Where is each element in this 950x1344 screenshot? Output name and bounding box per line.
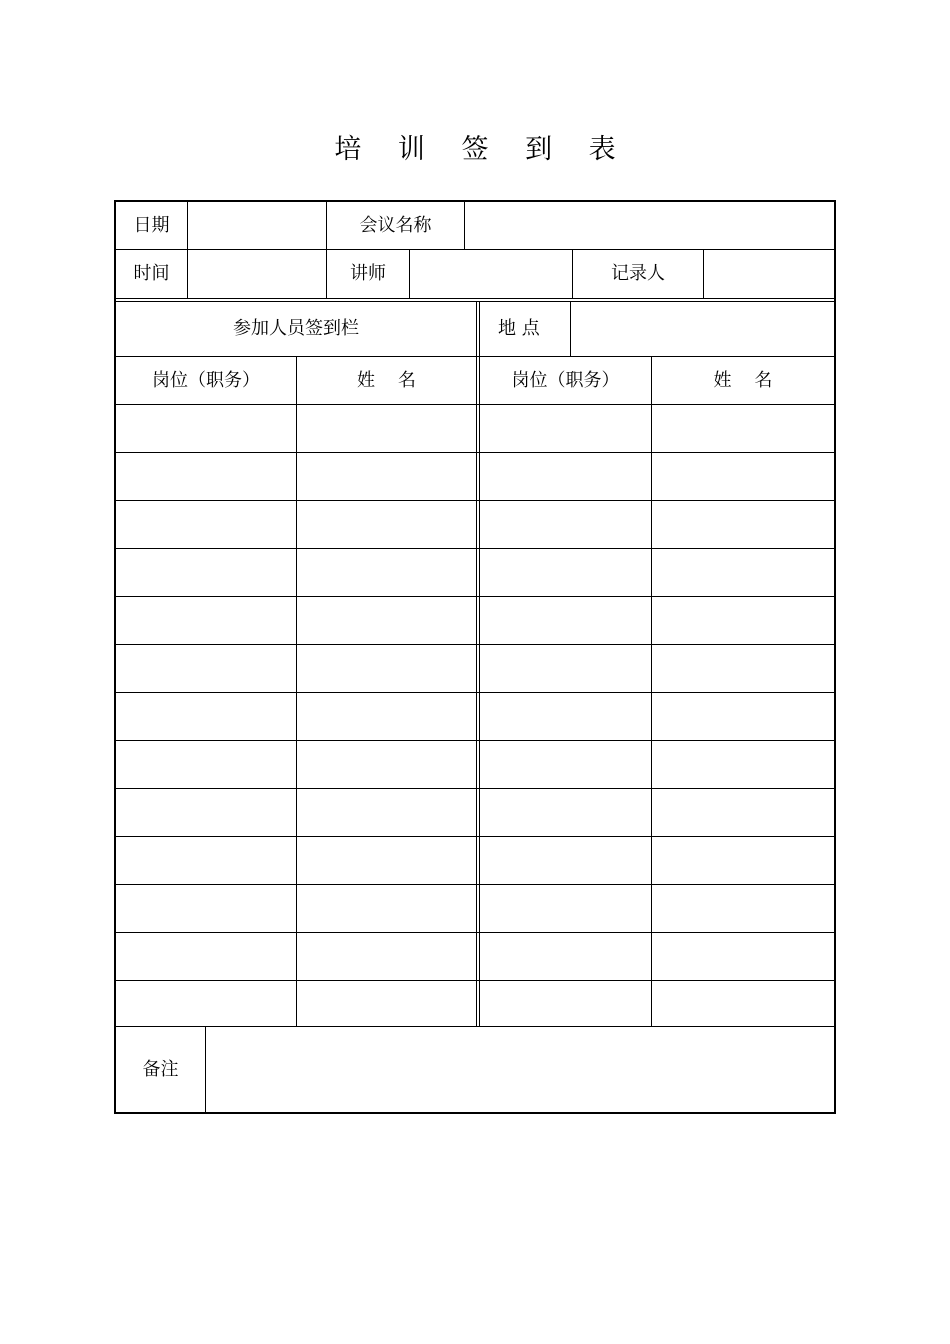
position-left-cell[interactable]: [116, 837, 296, 884]
position-left-cell[interactable]: [116, 549, 296, 596]
signin-row: [116, 453, 834, 501]
position-left-cell[interactable]: [116, 933, 296, 980]
recorder-field[interactable]: [704, 250, 834, 298]
name-left-cell[interactable]: [297, 981, 476, 1028]
column-header-name-right: 姓 名: [713, 369, 773, 391]
remarks-field[interactable]: [206, 1027, 834, 1112]
position-right-cell[interactable]: [480, 501, 651, 548]
signin-row: [116, 741, 834, 789]
name-right-cell[interactable]: [652, 741, 834, 788]
name-right-cell[interactable]: [652, 933, 834, 980]
divider: [703, 250, 704, 298]
signin-sheet-table: [114, 200, 836, 1114]
name-right-cell[interactable]: [652, 789, 834, 836]
name-right-cell[interactable]: [652, 597, 834, 644]
signin-row: [116, 645, 834, 693]
time-field[interactable]: [188, 250, 326, 298]
position-right-cell[interactable]: [480, 549, 651, 596]
position-left-cell[interactable]: [116, 789, 296, 836]
divider: [570, 302, 571, 356]
position-right-cell[interactable]: [480, 645, 651, 692]
position-right-cell[interactable]: [480, 741, 651, 788]
position-right-cell[interactable]: [480, 789, 651, 836]
name-right-cell[interactable]: [652, 453, 834, 500]
meeting-name-field[interactable]: [465, 202, 834, 249]
position-left-cell[interactable]: [116, 693, 296, 740]
position-right-cell[interactable]: [480, 837, 651, 884]
name-left-cell[interactable]: [297, 693, 476, 740]
signin-row: [116, 549, 834, 597]
name-left-cell[interactable]: [297, 885, 476, 932]
position-left-cell[interactable]: [116, 453, 296, 500]
name-left-cell[interactable]: [297, 453, 476, 500]
divider: [116, 298, 834, 299]
time-label: 时间: [133, 263, 170, 284]
signin-row: [116, 885, 834, 933]
name-left-cell[interactable]: [297, 501, 476, 548]
position-right-cell[interactable]: [480, 453, 651, 500]
divider: [572, 250, 573, 298]
column-header-name-left: 姓 名: [357, 369, 416, 391]
position-right-cell[interactable]: [480, 933, 651, 980]
name-right-cell[interactable]: [652, 405, 834, 452]
position-right-cell[interactable]: [480, 981, 651, 1028]
lecturer-label: 讲师: [350, 263, 386, 284]
position-right-cell[interactable]: [480, 693, 651, 740]
position-left-cell[interactable]: [116, 597, 296, 644]
recorder-label: 记录人: [611, 263, 665, 284]
name-right-cell[interactable]: [652, 693, 834, 740]
meeting-name-label: 会议名称: [359, 214, 432, 236]
name-right-cell[interactable]: [652, 885, 834, 932]
name-right-cell[interactable]: [652, 981, 834, 1028]
signin-section-label: 参加人员签到栏: [233, 318, 359, 339]
signin-row: [116, 597, 834, 645]
location-label: 地 点: [498, 318, 540, 339]
lecturer-field[interactable]: [410, 250, 572, 298]
location-field[interactable]: [571, 302, 834, 356]
name-left-cell[interactable]: [297, 597, 476, 644]
position-left-cell[interactable]: [116, 501, 296, 548]
position-right-cell[interactable]: [480, 885, 651, 932]
signin-row: [116, 933, 834, 981]
name-left-cell[interactable]: [297, 837, 476, 884]
name-right-cell[interactable]: [652, 645, 834, 692]
divider: [409, 250, 410, 298]
name-left-cell[interactable]: [297, 933, 476, 980]
position-left-cell[interactable]: [116, 405, 296, 452]
name-right-cell[interactable]: [652, 837, 834, 884]
name-right-cell[interactable]: [652, 501, 834, 548]
remarks-label: 备注: [142, 1058, 179, 1080]
position-left-cell[interactable]: [116, 981, 296, 1028]
position-right-cell[interactable]: [480, 405, 651, 452]
signin-row: [116, 837, 834, 885]
page-title: 培 训 签 到 表: [334, 134, 630, 165]
name-left-cell[interactable]: [297, 645, 476, 692]
name-right-cell[interactable]: [652, 549, 834, 596]
column-header-position-left: 岗位（职务）: [152, 369, 260, 391]
date-field[interactable]: [188, 202, 326, 249]
signin-row: [116, 789, 834, 837]
position-left-cell[interactable]: [116, 885, 296, 932]
position-right-cell[interactable]: [480, 597, 651, 644]
divider: [464, 202, 465, 249]
signin-row: [116, 501, 834, 549]
name-left-cell[interactable]: [297, 549, 476, 596]
position-left-cell[interactable]: [116, 645, 296, 692]
date-label: 日期: [133, 214, 170, 236]
signin-row: [116, 405, 834, 453]
name-left-cell[interactable]: [297, 405, 476, 452]
signin-row: [116, 693, 834, 741]
signin-row: [116, 981, 834, 1029]
name-left-cell[interactable]: [297, 789, 476, 836]
column-header-position-right: 岗位（职务）: [511, 369, 620, 391]
name-left-cell[interactable]: [297, 741, 476, 788]
position-left-cell[interactable]: [116, 741, 296, 788]
